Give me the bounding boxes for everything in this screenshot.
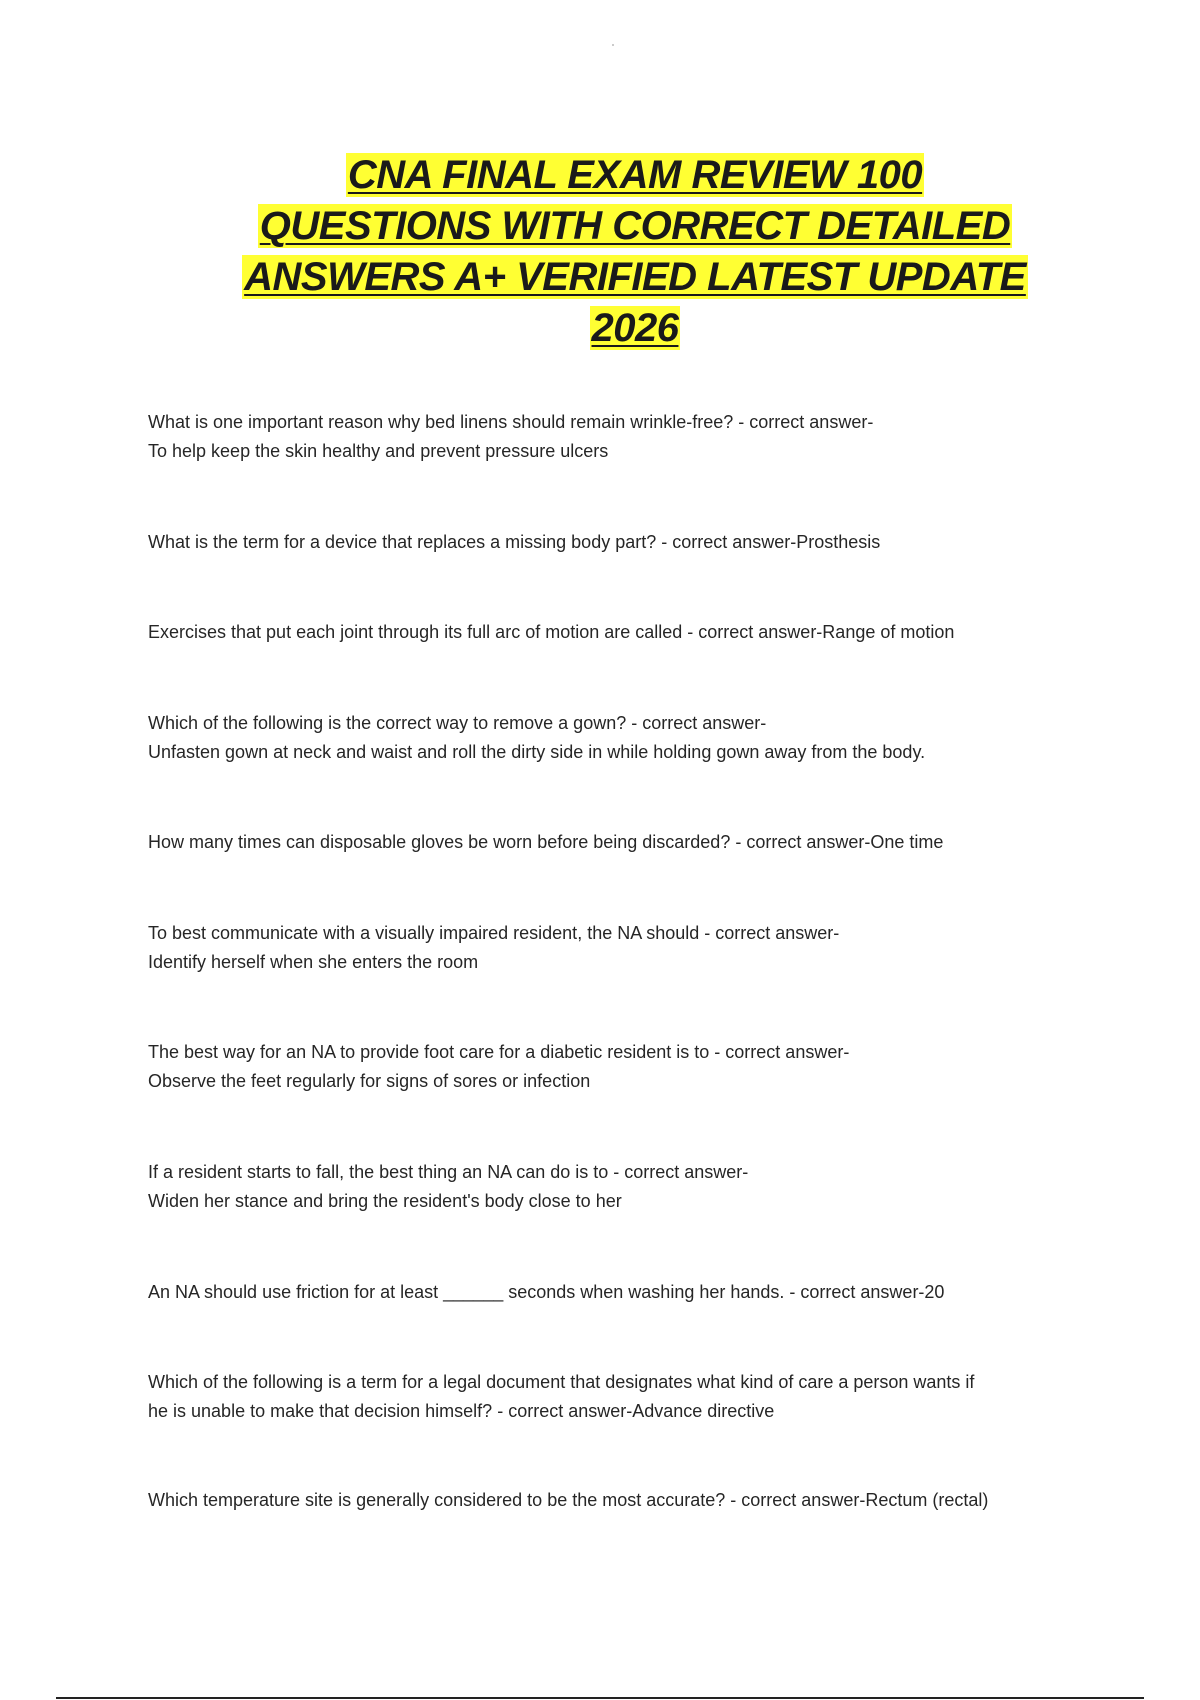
title-line-1: CNA FINAL EXAM REVIEW 100 [347, 153, 923, 197]
qa-question: The best way for an NA to provide foot care for a diabetic resident is to - correct answer- [148, 1042, 850, 1062]
qa-answer: Unfasten gown at neck and waist and roll the dirty side in while holding gown away from the body. [148, 742, 926, 762]
title-line-2: QUESTIONS WITH CORRECT DETAILED [259, 204, 1011, 248]
title-line-3: ANSWERS A+ VERIFIED LATEST UPDATE [244, 255, 1026, 299]
title-line-4: 2026 [591, 306, 679, 350]
qa-item-2 [148, 528, 1108, 557]
qa-question: What is one important reason why bed linens should remain wrinkle-free? - correct answer- [148, 412, 874, 432]
qa-item-5 [148, 828, 1108, 857]
qa-question: Which of the following is a term for a legal document that designates what kind of care a person wants if [148, 1372, 975, 1392]
qa-item-9 [148, 1278, 1108, 1307]
page-bottom-divider [56, 1697, 1144, 1699]
qa-question: To best communicate with a visually impaired resident, the NA should - correct answer- [148, 923, 840, 943]
qa-answer: he is unable to make that decision himself? - correct answer-Advance directive [148, 1401, 775, 1421]
qa-item-10 [148, 1368, 1108, 1426]
scan-speck [612, 44, 614, 46]
qa-answer: Identify herself when she enters the room [148, 952, 479, 972]
qa-item-3 [148, 618, 1108, 647]
qa-answer: Widen her stance and bring the resident's body close to her [148, 1191, 622, 1211]
qa-answer: To help keep the skin healthy and prevent pressure ulcers [148, 441, 609, 461]
qa-item-7 [148, 1038, 1108, 1096]
qa-question: Which temperature site is generally considered to be the most accurate? - correct answer-Rectum (rectal) [148, 1490, 989, 1510]
qa-question: An NA should use friction for at least ______ seconds when washing her hands. - correct answer-20 [148, 1282, 945, 1302]
qa-question: Which of the following is the correct way to remove a gown? - correct answer- [148, 713, 767, 733]
qa-question: How many times can disposable gloves be worn before being discarded? - correct answer-One time [148, 832, 944, 852]
qa-item-4 [148, 709, 1108, 767]
qa-question: What is the term for a device that replaces a missing body part? - correct answer-Prosthesis [148, 532, 881, 552]
qa-question: Exercises that put each joint through its full arc of motion are called - correct answer-Range of motion [148, 622, 955, 642]
qa-item-8 [148, 1158, 1108, 1216]
qa-item-11 [148, 1486, 1108, 1515]
qa-answer: Observe the feet regularly for signs of sores or infection [148, 1071, 591, 1091]
qa-item-6 [148, 919, 1108, 977]
qa-question: If a resident starts to fall, the best thing an NA can do is to - correct answer- [148, 1162, 749, 1182]
qa-item-1 [148, 408, 1108, 466]
document-title [150, 150, 1120, 354]
